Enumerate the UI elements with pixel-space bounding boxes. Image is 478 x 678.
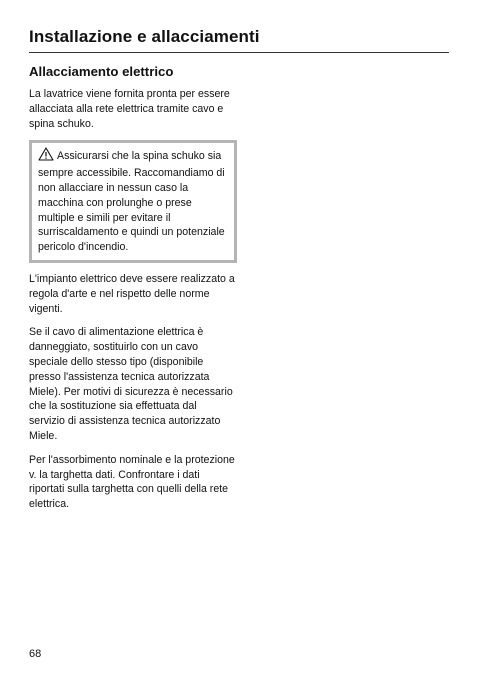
paragraph-rating-plate: Per l'assorbimento nominale e la protezione v. la targhetta dati. Confrontare i dati riportati sulla targhetta con quelli della rete elettrica. — [29, 453, 235, 511]
section-title: Allacciamento elettrico — [29, 64, 174, 79]
warning-box — [29, 140, 237, 263]
page-number: 68 — [29, 648, 42, 660]
paragraph-cable-replacement: Se il cavo di alimentazione elettrica è danneggiato, sostituirlo con un cavo speciale dello stesso tipo (disponibile presso l'assistenza tecnica autorizzata Miele). Per motivi di sicurezza è necessario che la sostituzione sia effettuata dal servizio di assistenza tecnica autorizzato Miele. — [29, 326, 233, 442]
warning-triangle-icon — [38, 147, 54, 166]
warning-text: Assicurarsi che la spina schuko sia sempre accessibile. Raccomandiamo di non allacciare in nessun caso la macchina con prolunghe o prese multiple e simili per evitare il surriscaldamento e quindi un potenziale pericolo d'incendio. — [38, 150, 225, 254]
page-title: Installazione e allacciamenti — [29, 27, 260, 46]
paragraph-wiring: L'impianto elettrico deve essere realizzato a regola d'arte e nel rispetto delle norme vigenti. — [29, 272, 235, 315]
intro-paragraph: La lavatrice viene fornita pronta per essere allacciata alla rete elettrica tramite cavo e spina schuko. — [29, 88, 230, 130]
main-content — [29, 64, 235, 521]
page-header — [29, 27, 449, 53]
warning-paragraph — [38, 147, 228, 255]
